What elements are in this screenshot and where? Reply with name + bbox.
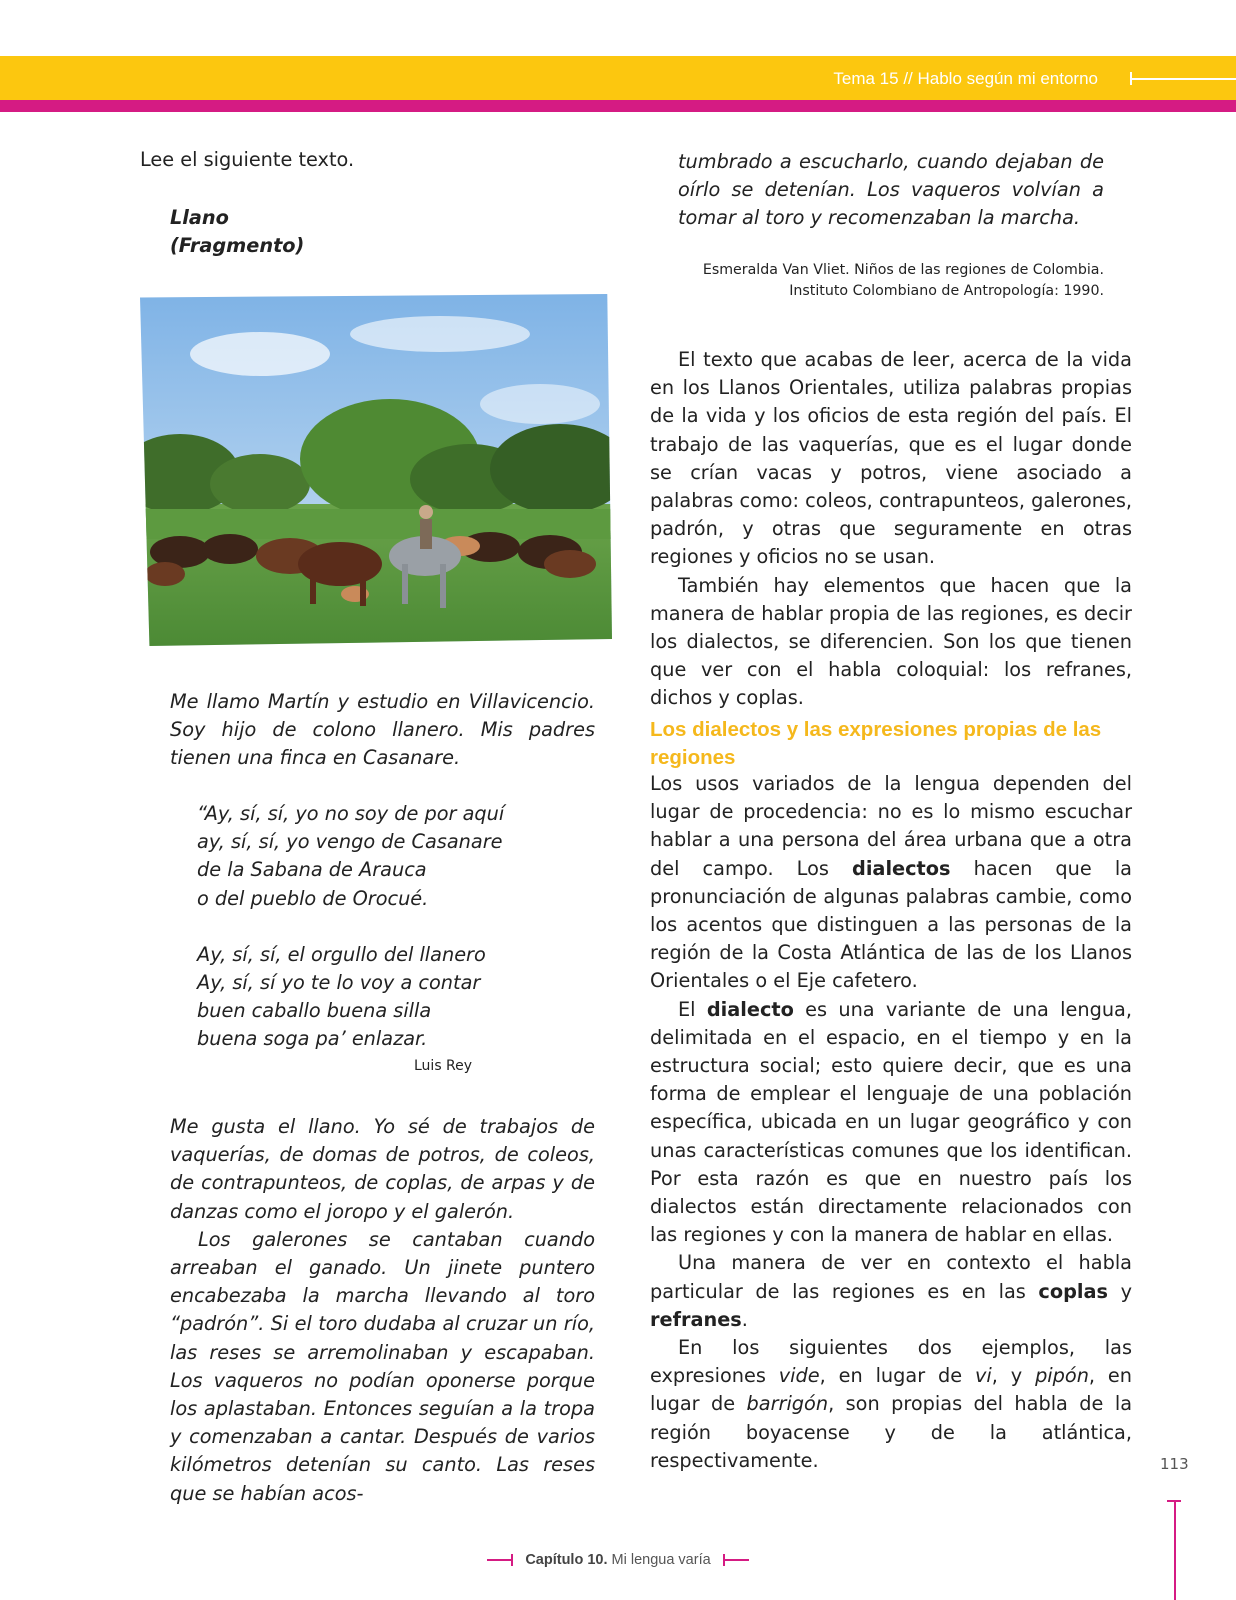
narrative-intro: Me llamo Martín y estudio en Villavicencio. Soy hijo de colono llanero. Mis padres tienen una finca en Casanare. (170, 690, 595, 770)
term-refranes: refranes (650, 1307, 742, 1331)
song-line: de la Sabana de Arauca (197, 858, 427, 882)
narrative-continuation: tumbrado a escucharlo, cuando dejaban de oírlo se detenían. Los vaqueros volvían a tomar al toro y recomenzaban la marcha. (678, 150, 1104, 230)
footer-rule-left (487, 1559, 513, 1561)
explanation-block (650, 346, 1132, 713)
narrative-body (170, 1113, 595, 1508)
footer-chapter-title: Mi lengua varía (607, 1552, 711, 1568)
stanza-gap (197, 913, 617, 941)
song-line: buena soga pa’ enlazar. (197, 1027, 428, 1051)
explanation-paragraph: El texto que acabas de leer, acerca de la vida en los Llanos Orientales, utiliza palabras propias de la vida y los oficios de esta región del país. El trabajo de las vaquerías, que es el lugar donde se crían vacas y potros, viene asociado a palabras como: coleos, contrapunteos, galerones, padrón, y otras que seguramente en otras regiones y oficios no se usan. (650, 348, 1132, 569)
example-vi: vi (974, 1364, 992, 1388)
song-line: o del pueblo de Orocué. (197, 886, 429, 910)
song-line: Ay, sí, sí, el orgullo del llanero (197, 942, 486, 966)
section-heading: Los dialectos y las expresiones propias de las regiones (650, 718, 1102, 769)
narrative-paragraph: Los galerones se cantaban cuando arreaban el ganado. Un jinete puntero encabezaba la marcha llevando al toro “padrón”. Si el toro dudaba al cruzar un río, las reses se arremolinaban y escapaban. Los vaqueros no podían oponerse porque los aplastaban. Entonces seguían a la tropa y comenzaban a cantar. Después de varios kilómetros detenían su canto. Las reses que se habían acos- (170, 1227, 595, 1505)
term-coplas: coplas (1038, 1279, 1108, 1303)
explanation-paragraph: También hay elementos que hacen que la manera de hablar propia de las regiones, es decir los dialectos, se diferencien. Son los que tienen que ver con el habla coloquial: los refranes, dichos y coplas. (650, 573, 1132, 710)
term-dialectos: dialectos (852, 856, 951, 880)
song-line: Ay, sí, sí yo te lo voy a contar (197, 971, 481, 995)
section-body (650, 770, 1132, 1475)
song-line: buen caballo buena silla (197, 999, 432, 1023)
intro-text: Lee el siguiente texto. (140, 148, 355, 171)
reading-title-fragment: (Fragmento) (170, 234, 305, 257)
page-rule (1174, 1500, 1176, 1600)
citation-line: Esmeralda Van Vliet. Niños de las regiones de Colombia. (702, 262, 1104, 278)
section-paragraph: Los usos variados de la lengua dependen del lugar de procedencia: no es lo mismo escuchar hablar a una persona del área urbana que a otra del campo. Los dialectos hacen que la pronunciación de algunas palabras cambie, como los acentos que distinguen a las personas de la región de la Costa Atlántica de las de los Llanos Orientales o el Eje cafetero. (650, 772, 1132, 993)
page-number: 113 (1160, 1455, 1189, 1473)
source-citation (650, 260, 1104, 302)
header-accent-stripe (0, 100, 1236, 112)
header-title: Tema 15 // Hablo según mi entorno (833, 69, 1098, 88)
reading-title (170, 204, 304, 260)
citation-line: Instituto Colombiano de Antropología: 1990. (789, 283, 1104, 299)
section-paragraph: En los siguientes dos ejemplos, las expresiones vide, en lugar de vi, y pipón, en lugar de barrigón, son propias del habla de la región boyacense y de la atlántica, respectivamente. (650, 1336, 1133, 1472)
narrative-paragraph: Me gusta el llano. Yo sé de trabajos de vaquerías, de domas de potros, de coleos, de contrapunteos, de coplas, de arpas y de danzas como el joropo y el galerón. (170, 1115, 595, 1223)
example-pipon: pipón (1035, 1364, 1089, 1388)
example-barrigon: barrigón (746, 1392, 829, 1416)
page-footer (0, 1552, 1236, 1568)
term-dialecto: dialecto (706, 997, 794, 1021)
example-vide: vide (778, 1364, 820, 1388)
song-excerpt (197, 800, 617, 1054)
cattle-herd-photo (140, 294, 612, 646)
reading-title-main: Llano (170, 206, 229, 229)
section-paragraph: Una manera de ver en contexto el habla particular de las regiones es en las coplas y refranes. (650, 1251, 1132, 1331)
footer-rule-right (723, 1559, 749, 1561)
song-line: “Ay, sí, sí, yo no soy de por aquí (197, 802, 505, 825)
llanos-landscape-illustration (140, 294, 612, 646)
song-line: ay, sí, sí, yo vengo de Casanare (197, 830, 503, 854)
section-paragraph: El dialecto es una variante de una lengua, delimitada en el espacio, en el tiempo y en la estructura social; esto quiere decir, que es una forma de emplear el lenguaje de una población específica, ubicada en un lugar geográfico y con unas características comunes que los identifican. Por esta razón es que en nuestro país los dialectos están directamente relacionados con las regiones y con la manera de hablar en ellas. (650, 997, 1132, 1247)
header-rule (1130, 78, 1236, 80)
song-author: Luis Rey (414, 1058, 473, 1074)
footer-chapter: Capítulo 10. (525, 1552, 608, 1568)
